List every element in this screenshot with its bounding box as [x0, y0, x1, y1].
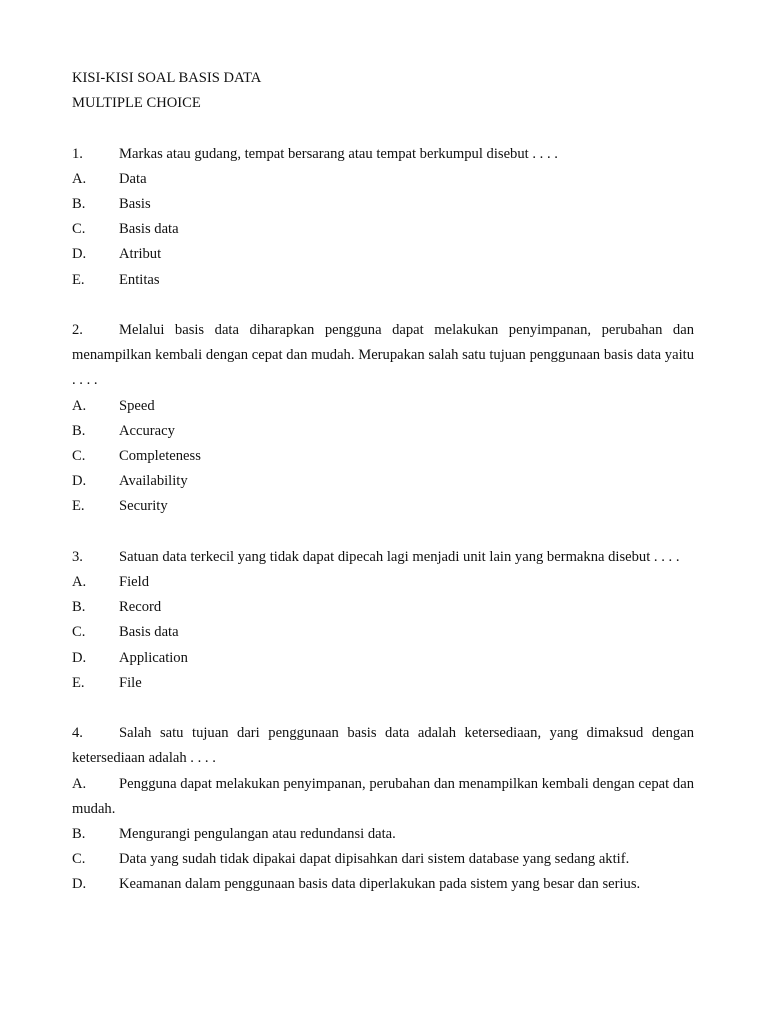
option-text: File [119, 674, 142, 691]
option-e [72, 494, 694, 519]
question-text: Markas atau gudang, tempat bersarang atau tempat berkumpul disebut . . . . [119, 145, 558, 162]
option-letter: D. [72, 649, 87, 666]
option-a [72, 772, 694, 822]
option-text: Basis data [119, 221, 179, 238]
question-4 [72, 721, 694, 897]
option-text: Mengurangi pengulangan atau redundansi data. [119, 826, 396, 843]
option-letter: A. [72, 574, 87, 591]
option-letter: A. [72, 775, 87, 792]
option-text: Basis [119, 196, 151, 212]
option-c [72, 444, 694, 469]
option-letter: E. [72, 271, 85, 288]
option-c [72, 620, 694, 645]
option-text: Pengguna dapat melakukan penyimpanan, perubahan dan menampilkan kembali dengan cepat dan mudah. [72, 775, 694, 817]
option-letter: E. [72, 674, 85, 691]
option-text: Atribut [119, 246, 162, 263]
question-text: Salah satu tujuan dari penggunaan basis data adalah ketersediaan, yang dimaksud dengan ketersediaan adalah . . . . [72, 725, 694, 767]
option-b [72, 419, 694, 444]
option-d [72, 646, 694, 671]
document-content [72, 66, 694, 898]
option-text: Speed [119, 397, 155, 414]
option-e [72, 671, 694, 696]
document-title: KISI-KISI SOAL BASIS DATA [72, 70, 262, 86]
option-b [72, 595, 694, 620]
option-e [72, 268, 694, 293]
option-b [72, 192, 694, 217]
option-text: Data yang sudah tidak dipakai dapat dipisahkan dari sistem database yang sedang aktif. [119, 851, 630, 868]
question-text: Satuan data terkecil yang tidak dapat dipecah lagi menjadi unit lain yang bermakna disebut . . . . [119, 548, 680, 565]
option-letter: A. [72, 397, 87, 414]
option-letter: D. [72, 246, 87, 263]
option-letter: C. [72, 221, 86, 238]
option-letter: C. [72, 448, 86, 465]
option-letter: B. [72, 422, 86, 439]
option-letter: B. [72, 826, 86, 843]
option-a [72, 570, 694, 595]
option-b [72, 822, 694, 847]
option-letter: B. [72, 196, 86, 212]
question-number: 3. [72, 548, 83, 565]
option-a [72, 167, 694, 192]
option-letter: D. [72, 473, 87, 490]
question-number: 2. [72, 322, 83, 338]
option-text: Record [119, 599, 162, 616]
question-number: 4. [72, 725, 83, 742]
option-letter: A. [72, 170, 87, 187]
option-d [72, 469, 694, 494]
question-1 [72, 142, 694, 293]
option-a [72, 394, 694, 419]
option-c [72, 217, 694, 242]
question-3 [72, 545, 694, 696]
question-text: Melalui basis data diharapkan pengguna dapat melakukan penyimpanan, perubahan dan menampilkan kembali dengan cepat dan mudah. Merupakan salah satu tujuan penggunaan basis data yaitu . . . . [72, 322, 694, 389]
option-c [72, 847, 694, 872]
question-number: 1. [72, 145, 83, 162]
option-d [72, 242, 694, 267]
option-text: Basis data [119, 624, 179, 641]
option-text: Field [119, 574, 149, 591]
option-letter: B. [72, 599, 86, 616]
document-subtitle: MULTIPLE CHOICE [72, 95, 201, 112]
option-text: Entitas [119, 271, 160, 288]
option-letter: D. [72, 876, 87, 893]
question-2 [72, 318, 694, 520]
option-text: Data [119, 170, 147, 187]
option-letter: C. [72, 851, 86, 868]
option-text: Security [119, 498, 168, 515]
option-text: Application [119, 649, 188, 666]
option-text: Availability [119, 473, 188, 490]
option-d [72, 872, 694, 897]
option-text: Accuracy [119, 422, 175, 439]
option-text: Completeness [119, 448, 201, 465]
option-text: Keamanan dalam penggunaan basis data diperlakukan pada sistem yang besar dan serius. [119, 876, 641, 893]
option-letter: C. [72, 624, 86, 641]
option-letter: E. [72, 498, 85, 515]
